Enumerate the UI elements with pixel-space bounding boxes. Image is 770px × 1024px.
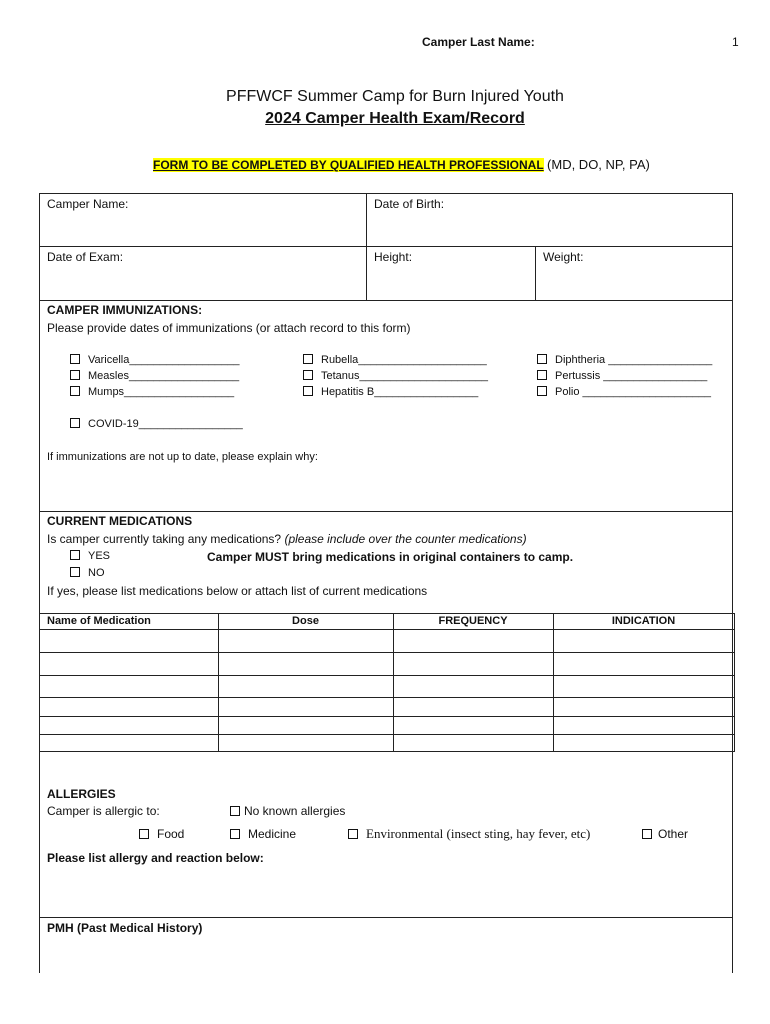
- completion-instruction: [153, 157, 650, 172]
- immunizations-instruction: Please provide dates of immunizations (or attach record to this form): [47, 321, 411, 335]
- date-of-exam-field[interactable]: Date of Exam:: [47, 250, 124, 264]
- med-table-header-bottom: [39, 629, 735, 630]
- checkbox-icon[interactable]: [303, 370, 313, 380]
- instruction-highlight: FORM TO BE COMPLETED BY QUALIFIED HEALTH PROFESSIONAL: [153, 158, 544, 172]
- medications-notice: Camper MUST bring medications in original containers to camp.: [207, 550, 574, 564]
- immunization-covid[interactable]: COVID-19_________________: [70, 418, 243, 430]
- info-row-divider: [39, 246, 733, 247]
- immunization-measles[interactable]: Measles__________________: [70, 370, 239, 382]
- immunization-hepatitis-b[interactable]: Hepatitis B_________________: [303, 386, 478, 398]
- medications-no-option[interactable]: NO: [70, 567, 105, 579]
- med-table-row-line: [39, 697, 735, 698]
- allergy-list-prompt: Please list allergy and reaction below:: [47, 851, 264, 865]
- form-left-border: [39, 193, 40, 973]
- medications-heading: CURRENT MEDICATIONS: [47, 514, 193, 528]
- camper-name-field[interactable]: Camper Name:: [47, 197, 129, 211]
- immunization-varicella[interactable]: Varicella__________________: [70, 354, 240, 366]
- immunization-polio[interactable]: Polio _____________________: [537, 386, 711, 398]
- med-table-col-divider: [553, 613, 554, 751]
- allergy-other-option[interactable]: Other: [642, 827, 688, 841]
- date-of-birth-field[interactable]: Date of Birth:: [374, 197, 445, 211]
- checkbox-icon[interactable]: [70, 418, 80, 428]
- immunization-explain-field[interactable]: If immunizations are not up to date, please explain why:: [47, 451, 318, 463]
- checkbox-icon[interactable]: [70, 370, 80, 380]
- med-col-frequency: FREQUENCY: [438, 615, 508, 627]
- med-col-dose: Dose: [292, 615, 319, 627]
- allergy-medicine-option[interactable]: Medicine: [230, 827, 296, 841]
- checkbox-icon[interactable]: [303, 354, 313, 364]
- med-col-name: Name of Medication: [47, 615, 151, 627]
- checkbox-icon[interactable]: [230, 829, 240, 839]
- med-table-row-line: [39, 716, 735, 717]
- med-table-row-line: [39, 652, 735, 653]
- checkbox-icon[interactable]: [537, 370, 547, 380]
- instruction-credentials: (MD, DO, NP, PA): [547, 157, 650, 172]
- checkbox-icon[interactable]: [139, 829, 149, 839]
- checkbox-icon[interactable]: [348, 829, 358, 839]
- medications-question-note: (please include over the counter medications): [284, 532, 527, 546]
- medications-question-text: Is camper currently taking any medications?: [47, 532, 282, 546]
- page-number: 1: [732, 35, 739, 49]
- allergy-environmental-option[interactable]: Environmental (insect sting, hay fever, etc): [348, 826, 590, 842]
- form-top-border: [39, 193, 733, 194]
- checkbox-icon[interactable]: [230, 806, 240, 816]
- checkbox-icon[interactable]: [70, 354, 80, 364]
- allergies-heading: ALLERGIES: [47, 787, 116, 801]
- immunizations-bottom-border: [39, 511, 733, 512]
- height-weight-divider: [535, 246, 536, 300]
- form-subtitle: 2024 Camper Health Exam/Record: [265, 110, 525, 127]
- med-col-indication: INDICATION: [611, 615, 676, 627]
- info-bottom-border: [39, 300, 733, 301]
- immunization-tetanus[interactable]: Tetanus_____________________: [303, 370, 488, 382]
- checkbox-icon[interactable]: [70, 567, 80, 577]
- form-title: PFFWCF Summer Camp for Burn Injured Youth: [226, 88, 564, 105]
- checkbox-icon[interactable]: [303, 386, 313, 396]
- med-table-col-divider: [734, 613, 735, 751]
- med-table-row-line: [39, 675, 735, 676]
- camper-last-name-label: Camper Last Name:: [422, 35, 535, 49]
- form-right-border: [732, 193, 733, 973]
- immunization-rubella[interactable]: Rubella_____________________: [303, 354, 487, 366]
- height-field[interactable]: Height:: [374, 250, 413, 264]
- pmh-heading: PMH (Past Medical History): [47, 921, 203, 935]
- immunizations-heading: CAMPER IMMUNIZATIONS:: [47, 303, 203, 317]
- allergy-food-option[interactable]: Food: [139, 827, 184, 841]
- checkbox-icon[interactable]: [537, 386, 547, 396]
- no-known-allergies-option[interactable]: No known allergies: [230, 804, 345, 818]
- weight-field[interactable]: Weight:: [543, 250, 584, 264]
- checkbox-icon[interactable]: [70, 550, 80, 560]
- checkbox-icon[interactable]: [70, 386, 80, 396]
- medications-question: [47, 532, 527, 546]
- medications-list-instruction: If yes, please list medications below or attach list of current medications: [47, 584, 428, 598]
- med-table-col-divider: [218, 613, 219, 751]
- immunization-mumps[interactable]: Mumps__________________: [70, 386, 234, 398]
- immunization-diphtheria[interactable]: Diphtheria _________________: [537, 354, 712, 366]
- checkbox-icon[interactable]: [642, 829, 652, 839]
- medications-yes-option[interactable]: YES: [70, 550, 110, 562]
- allergies-bottom-border: [39, 917, 733, 918]
- med-table-bottom: [39, 751, 735, 752]
- immunization-pertussis[interactable]: Pertussis _________________: [537, 370, 707, 382]
- checkbox-icon[interactable]: [537, 354, 547, 364]
- med-table-row-line: [39, 734, 735, 735]
- med-table-top: [39, 613, 735, 614]
- allergic-to-label: Camper is allergic to:: [47, 804, 160, 818]
- med-table-col-divider: [393, 613, 394, 751]
